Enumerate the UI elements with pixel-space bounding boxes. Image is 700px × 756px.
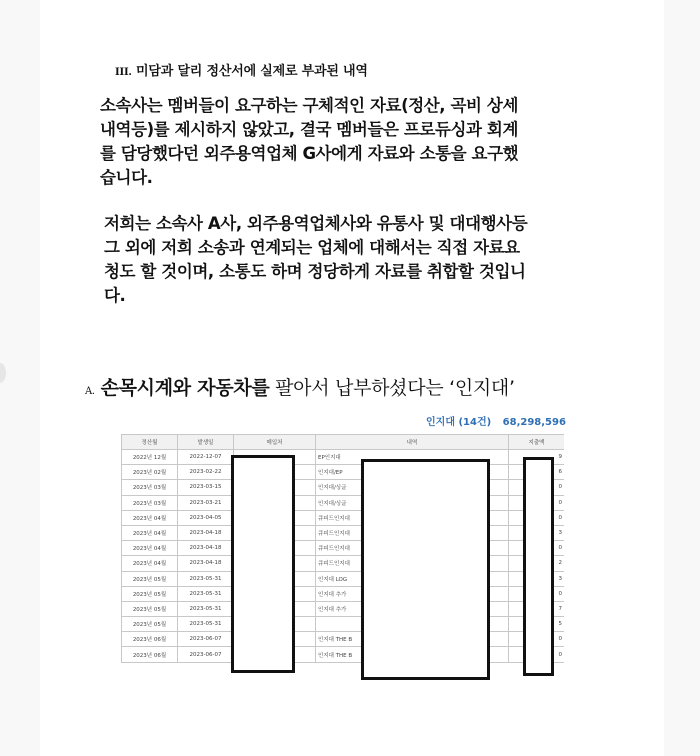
- cell-description: 인지대 추가: [316, 601, 509, 616]
- table-header-row: [122, 435, 565, 450]
- paragraph-line: 소속사는 멤버들이 요구하는 구체적인 자료(정산, 곡비 상세: [100, 96, 519, 115]
- section-number: III.: [115, 67, 132, 78]
- subsection-emphasis-watch: 손목시계와: [100, 377, 198, 399]
- cell-settlement-month: 2023년 04월: [122, 525, 178, 540]
- paragraph-line: 내역등)를 제시하지 않았고, 결국 멤버들은 프로듀싱과 회계: [100, 120, 519, 139]
- section-heading: [115, 60, 368, 79]
- cell-description: 인지대 LOG: [316, 571, 509, 586]
- table-row: [122, 541, 565, 556]
- cell-amount: 3: [509, 571, 565, 586]
- cell-description: 인지대 추가: [316, 586, 509, 601]
- cell-description: 큐피드인지대: [316, 510, 509, 525]
- paragraph-line: 청도 할 것이며, 소통도 하며 정당하게 자료를 취합할 것입니: [104, 262, 526, 281]
- paragraph-request-materials: [100, 94, 518, 190]
- paragraph-line: 습니다.: [100, 168, 153, 187]
- cell-date: 2023-05-31: [178, 586, 234, 601]
- cell-settlement-month: 2023년 05월: [122, 617, 178, 632]
- table-row: [122, 465, 565, 480]
- column-header: 매입처: [234, 435, 316, 450]
- redaction-box-details: [361, 459, 490, 680]
- table-row: [122, 617, 565, 632]
- cell-description: 인지대 THE B: [316, 647, 509, 662]
- cell-date: 2023-04-18: [178, 541, 234, 556]
- cell-amount: 0: [509, 510, 565, 525]
- cell-settlement-month: 2023년 02월: [122, 465, 178, 480]
- cell-date: 2023-03-21: [178, 495, 234, 510]
- paragraph-collect-materials: [104, 212, 527, 308]
- cell-amount: 6: [509, 465, 565, 480]
- table-row: [122, 495, 565, 510]
- subsection-heading: [85, 373, 515, 400]
- column-header: 내역: [316, 435, 509, 450]
- cell-amount: 0: [509, 480, 565, 495]
- cell-settlement-month: 2022년 12월: [122, 450, 178, 465]
- subsection-letter: A.: [85, 386, 95, 397]
- cell-settlement-month: 2023년 03월: [122, 495, 178, 510]
- redaction-box-amount: [523, 457, 554, 676]
- column-header: 정산월: [122, 435, 178, 450]
- cell-description: EP인지대: [316, 450, 509, 465]
- cell-amount: 3: [509, 525, 565, 540]
- cell-description: 인지대/싱글: [316, 480, 509, 495]
- column-header: 지출액: [509, 435, 565, 450]
- cell-description: 큐피드인지대: [316, 556, 509, 571]
- cell-settlement-month: 2023년 05월: [122, 601, 178, 616]
- cell-date: 2023-06-07: [178, 647, 234, 662]
- summary-amount: 68,298,596: [502, 417, 566, 428]
- cell-date: 2023-05-31: [178, 601, 234, 616]
- cell-amount: 0: [509, 495, 565, 510]
- cell-date: 2023-04-05: [178, 510, 234, 525]
- table-row: [122, 601, 565, 616]
- table-row: [122, 647, 565, 662]
- table-body: [122, 450, 565, 663]
- paragraph-line: 저희는 소속사 A사, 외주용역업체사와 유통사 및 대대행사등: [104, 214, 528, 233]
- cell-settlement-month: 2023년 06월: [122, 647, 178, 662]
- cell-date: 2023-06-07: [178, 632, 234, 647]
- subsection-rest: 팔아서 납부하셨다는 ‘인지대’: [269, 377, 515, 399]
- cell-amount: 7: [509, 601, 565, 616]
- cell-date: 2023-04-18: [178, 556, 234, 571]
- section-title: 미담과 달리 정산서에 실제로 부과된 내역: [136, 64, 368, 79]
- cell-settlement-month: 2023년 04월: [122, 541, 178, 556]
- cell-date: 2023-05-31: [178, 571, 234, 586]
- table-row: [122, 480, 565, 495]
- cell-amount: 0: [509, 632, 565, 647]
- column-header: 발생일: [178, 435, 234, 450]
- ledger-table-container: [121, 434, 564, 682]
- cell-date: 2023-04-18: [178, 525, 234, 540]
- stamp-duty-summary: [426, 413, 566, 428]
- cell-settlement-month: 2023년 04월: [122, 556, 178, 571]
- cell-settlement-month: 2023년 06월: [122, 632, 178, 647]
- cell-description: 인지대/싱글: [316, 495, 509, 510]
- cell-settlement-month: 2023년 05월: [122, 586, 178, 601]
- cell-description: 인지대/EP: [316, 465, 509, 480]
- summary-label: 인지대 (14건): [426, 417, 492, 428]
- cell-amount: 0: [509, 647, 565, 662]
- cell-settlement-month: 2023년 03월: [122, 480, 178, 495]
- cell-date: 2023-03-15: [178, 480, 234, 495]
- subsection-emphasis-car: 자동차를: [197, 377, 270, 399]
- cell-settlement-month: 2023년 05월: [122, 571, 178, 586]
- table-row: [122, 510, 565, 525]
- table-row: [122, 632, 565, 647]
- cell-description: 큐피드인지대: [316, 541, 509, 556]
- paragraph-line: 를 담당했다던 외주용역업체 G사에게 자료와 소통을 요구했: [100, 144, 519, 163]
- table-row: [122, 450, 565, 465]
- ledger-table: [121, 434, 564, 663]
- redaction-box-vendor: [231, 455, 295, 673]
- paragraph-line: 다.: [104, 286, 126, 305]
- cell-settlement-month: 2023년 04월: [122, 510, 178, 525]
- paragraph-line: 그 외에 저희 소송과 연계되는 업체에 대해서는 직접 자료요: [104, 238, 520, 257]
- table-row: [122, 571, 565, 586]
- table-row: [122, 586, 565, 601]
- cell-amount: 9: [509, 450, 565, 465]
- cell-date: 2023-05-31: [178, 617, 234, 632]
- table-row: [122, 525, 565, 540]
- cell-description: 큐피드인지대: [316, 525, 509, 540]
- cell-amount: 0: [509, 586, 565, 601]
- cell-amount: 5: [509, 617, 565, 632]
- table-row: [122, 556, 565, 571]
- cell-amount: 0: [509, 541, 565, 556]
- cell-date: 2022-12-07: [178, 450, 234, 465]
- cell-description: 인지대 THE B: [316, 632, 509, 647]
- cell-amount: 2: [509, 556, 565, 571]
- cell-date: 2023-02-22: [178, 465, 234, 480]
- page-edge-shadow: [0, 363, 6, 383]
